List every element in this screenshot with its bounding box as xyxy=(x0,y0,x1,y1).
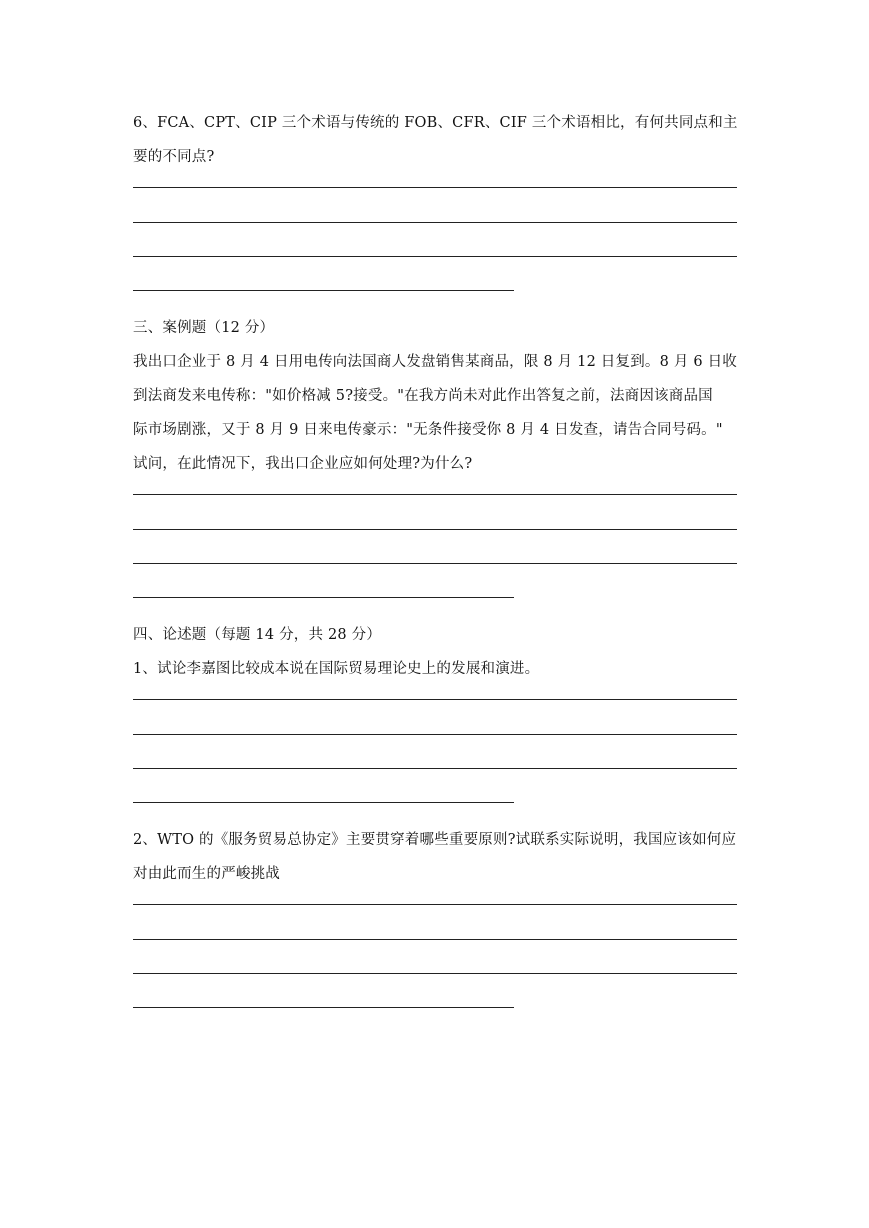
section-3-heading: 三、案例题（12 分） xyxy=(133,320,275,336)
answer-line[interactable] xyxy=(133,802,514,803)
answer-line[interactable] xyxy=(133,939,737,940)
case-text-line-1: 我出口企业于 8 月 4 日用电传向法国商人发盘销售某商品，限 8 月 12 日复到。8 月 6 日收 xyxy=(133,354,737,370)
answer-line[interactable] xyxy=(133,563,737,564)
answer-line[interactable] xyxy=(133,290,514,291)
answer-line[interactable] xyxy=(133,256,737,257)
answer-line[interactable] xyxy=(133,529,737,530)
case-text-line-2: 到法商发来电传称："如价格减 5?接受。"在我方尚未对此作出答复之前，法商因该商品国 xyxy=(133,388,713,404)
answer-line[interactable] xyxy=(133,734,737,735)
essay-question-2-line-1: 2、WTO 的《服务贸易总协定》主要贯穿着哪些重要原则?试联系实际说明，我国应该如何应 xyxy=(133,832,737,848)
answer-line[interactable] xyxy=(133,222,737,223)
answer-line[interactable] xyxy=(133,699,737,700)
answer-line[interactable] xyxy=(133,768,737,769)
question-6-line-2: 要的不同点? xyxy=(133,149,215,165)
answer-line[interactable] xyxy=(133,1007,514,1008)
answer-line[interactable] xyxy=(133,904,737,905)
answer-line[interactable] xyxy=(133,187,737,188)
case-text-line-3: 际市场剧涨，又于 8 月 9 日来电传豪示："无条件接受你 8 月 4 日发查，请告合同号码。" xyxy=(133,422,723,438)
section-4-heading: 四、论述题（每题 14 分，共 28 分） xyxy=(133,627,382,643)
case-text-line-4: 试问，在此情况下，我出口企业应如何处理?为什么? xyxy=(133,456,473,472)
essay-question-1: 1、试论李嘉图比较成本说在国际贸易理论史上的发展和演进。 xyxy=(133,661,540,677)
essay-question-2-line-2: 对由此而生的严峻挑战 xyxy=(133,866,280,882)
answer-line[interactable] xyxy=(133,973,737,974)
question-6-line-1: 6、FCA、CPT、CIP 三个术语与传统的 FOB、CFR、CIF 三个术语相比，有何共同点和主 xyxy=(133,115,738,131)
answer-line[interactable] xyxy=(133,494,737,495)
answer-line[interactable] xyxy=(133,597,514,598)
